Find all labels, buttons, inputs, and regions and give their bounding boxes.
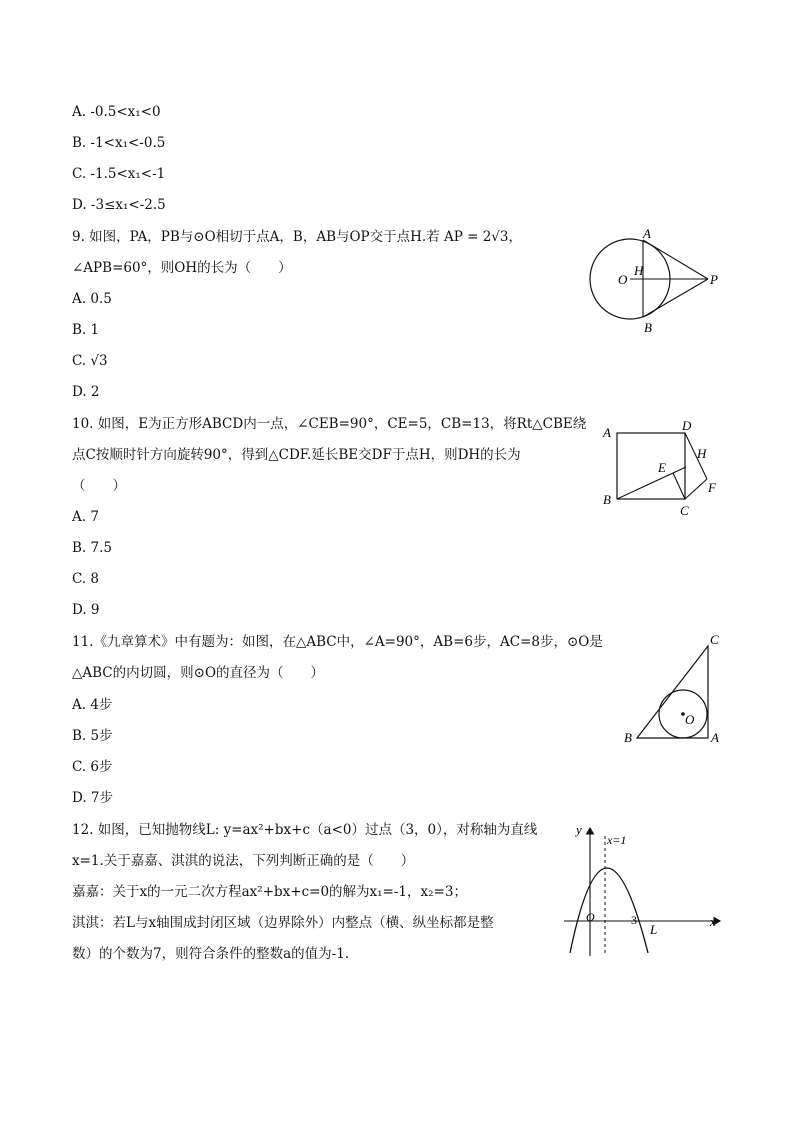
q11-label-a: A (711, 730, 719, 745)
q10-segment-cf (685, 479, 707, 499)
q9-stem-line2: ∠APB=60°，则OH的长为（ ） (72, 260, 292, 276)
q10-option-b: B. 7.5 (72, 540, 112, 556)
q11-figure-right-triangle (616, 628, 728, 750)
q9-tangent-pa (643, 240, 708, 279)
q9-option-c: C. √3 (72, 353, 108, 369)
q12-stem-line1: 12. 如图，已知抛物线L: y=ax²+bx+c（a<0）过点（3，0），对称轴为直线 (72, 822, 538, 838)
q12-label-axis: x=1 (607, 833, 627, 847)
q11-option-d: D. 7步 (72, 790, 114, 806)
q8-option-a: A. -0.5<x₁<0 (72, 104, 161, 120)
q10-label-b: B (603, 492, 611, 507)
q10-segment-ec (673, 473, 685, 499)
q10-segment-bh (617, 467, 686, 499)
q11-label-o: O (685, 712, 695, 727)
q10-stem-line2: 点C按顺时针方向旋转90°，得到△CDF.延长BE交DF于点H，则DH的长为 (72, 447, 521, 463)
q12-label-y: y (576, 822, 582, 837)
q9-stem-line1: 9. 如图，PA，PB与⊙O相切于点A，B，AB与OP交于点H.若 AP = 2√3， (72, 229, 523, 245)
q12-label-origin: O (586, 910, 595, 924)
q10-label-c: C (680, 503, 689, 518)
q12-qiqi-statement-line1: 淇淇：若L与x轴围成封闭区域（边界除外）内整点（横、纵坐标都是整 (72, 915, 494, 931)
q10-square-abcd (617, 433, 685, 499)
q12-qiqi-statement-line2: 数）的个数为7，则符合条件的整数a的值为-1. (72, 946, 350, 962)
q10-label-d: D (682, 418, 692, 433)
q11-option-b: B. 5步 (72, 728, 113, 744)
q10-figure-square (596, 416, 726, 518)
q10-label-a: A (603, 425, 611, 440)
q12-figure-parabola (560, 818, 730, 958)
q11-label-c: C (710, 632, 719, 647)
q9-label-o: O (618, 272, 628, 287)
q9-option-d: D. 2 (72, 384, 100, 400)
q11-label-b: B (624, 730, 632, 745)
q8-option-d: D. -3≤x₁<-2.5 (72, 197, 166, 213)
q11-option-c: C. 6步 (72, 759, 113, 775)
q9-label-p: P (710, 272, 718, 287)
q9-figure-circle-tangents (580, 222, 730, 334)
q10-option-c: C. 8 (72, 571, 100, 587)
q9-option-a: A. 0.5 (72, 291, 112, 307)
q12-label-x: x (710, 914, 716, 929)
q8-option-b: B. -1<x₁<-0.5 (72, 135, 166, 151)
q12-label-3: 3 (631, 913, 637, 927)
q9-label-a: A (643, 226, 651, 241)
q11-stem-line2: △ABC的内切圆，则⊙O的直径为（ ） (72, 665, 325, 681)
q11-stem-line1: 11.《九章算术》中有题为：如图，在△ABC中，∠A=90°，AB=6步，AC=8步，⊙O是 (72, 634, 603, 650)
q12-label-l: L (650, 922, 658, 937)
q9-label-h: H (634, 263, 644, 278)
q10-option-d: D. 9 (72, 602, 100, 618)
q12-parabola-l (570, 868, 648, 953)
q10-stem-line1: 10. 如图，E为正方形ABCD内一点，∠CEB=90°，CE=5，CB=13，将Rt△CBE绕 (72, 416, 587, 432)
q10-label-e: E (658, 460, 666, 475)
q10-stem-line3: （ ） (72, 478, 126, 494)
q12-stem-line2: x=1.关于嘉嘉、淇淇的说法，下列判断正确的是（ ） (72, 853, 415, 869)
q9-tangent-pb (643, 279, 708, 317)
q12-jiajia-statement: 嘉嘉：关于x的一元二次方程ax²+bx+c=0的解为x₁=-1，x₂=3； (72, 884, 467, 900)
q8-option-c: C. -1.5<x₁<-1 (72, 166, 166, 182)
q9-option-b: B. 1 (72, 322, 100, 338)
q9-label-b: B (644, 320, 652, 334)
q10-label-h: H (697, 446, 707, 461)
q10-option-a: A. 7 (72, 509, 99, 525)
q11-option-a: A. 4步 (72, 697, 113, 713)
q10-label-f: F (708, 480, 716, 495)
